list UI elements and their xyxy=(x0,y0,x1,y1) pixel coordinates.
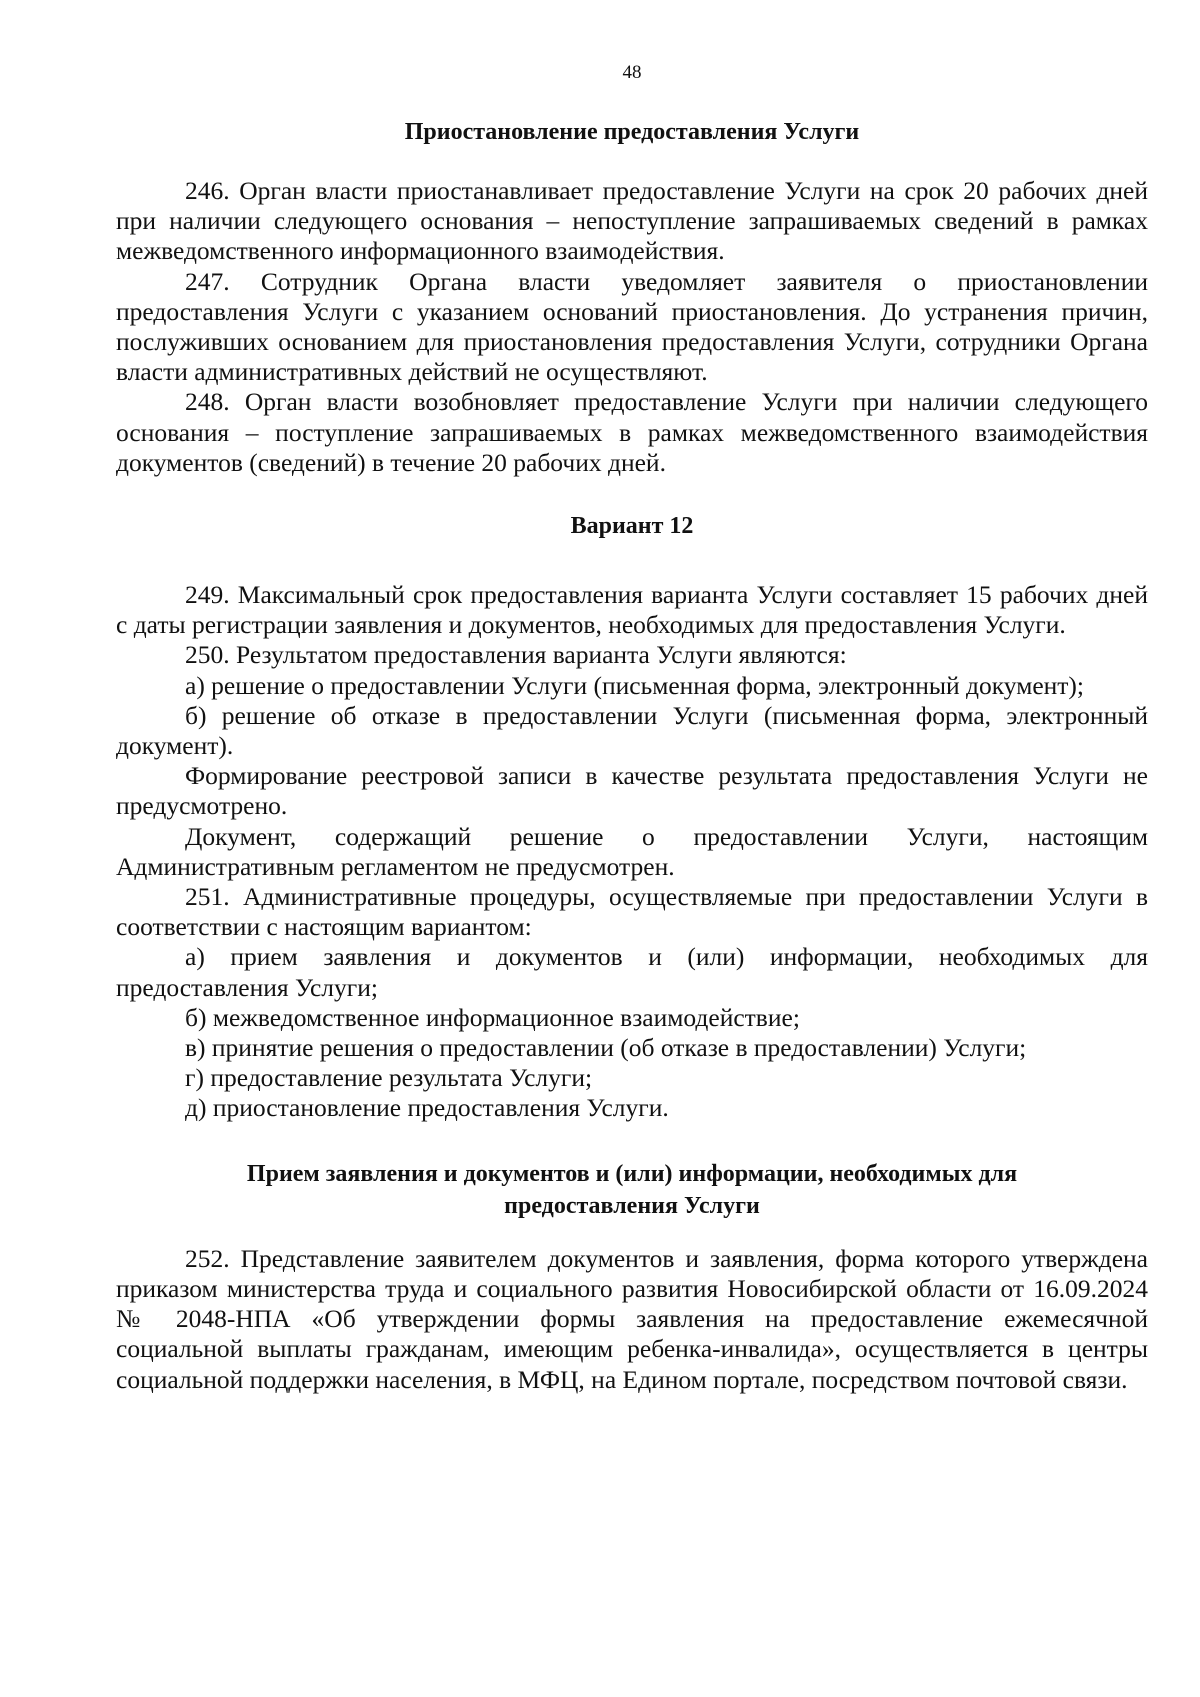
paragraph-247: 247. Сотрудник Органа власти уведомляет заявителя о приостановлении предоставления Услуги с указанием оснований приостановления. До устранения причин, послуживших основанием для приостановления предоставления Услуги, сотрудники Органа власти административных действий не осуществляют. xyxy=(116,266,1148,387)
list-item-251-a: а) прием заявления и документов и (или) информации, необходимых для предоставления Услуги; xyxy=(116,942,1148,1002)
paragraph-248: 248. Орган власти возобновляет предоставление Услуги при наличии следующего основания – поступление запрашиваемых в рамках межведомственного взаимодействия документов (сведений) в течение 20 рабочих дней. xyxy=(116,387,1148,477)
paragraph-registry-record: Формирование реестровой записи в качестве результата предоставления Услуги не предусмотрено. xyxy=(116,761,1148,821)
list-item-251-b: б) межведомственное информационное взаимодействие; xyxy=(185,1002,800,1032)
section-heading-line-2: предоставления Услуги xyxy=(504,1192,760,1219)
list-item-250-b: б) решение об отказе в предоставлении Услуги (письменная форма, электронный документ). xyxy=(116,700,1148,761)
paragraph-252: 252. Представление заявителем документов и заявления, форма которого утверждена приказом министерства труда и социального развития Новосибирской области от 16.09.2024 № 2048-НПА «Об утверждении формы заявления на предоставление ежемесячной социальной выплаты гражданам, имеющим ребенка-инвалида», осуществляется в центры социальной поддержки населения, в МФЦ, на Едином портале, посредством почтовой связи. xyxy=(116,1243,1148,1394)
paragraph-250: 250. Результатом предоставления варианта Услуги являются: xyxy=(185,640,847,670)
section-heading-application-intake xyxy=(116,1158,1148,1222)
section-heading-variant-12: Вариант 12 xyxy=(570,513,694,540)
paragraph-251: 251. Административные процедуры, осуществляемые при предоставлении Услуги в соответствии с настоящим вариантом: xyxy=(116,882,1148,942)
list-item-251-d: г) предоставление результата Услуги; xyxy=(185,1063,593,1093)
section-heading-line-1: Прием заявления и документов и (или) информации, необходимых для xyxy=(246,1160,1018,1187)
section-heading-suspension: Приостановление предоставления Услуги xyxy=(404,119,860,145)
paragraph-246: 246. Орган власти приостанавливает предоставление Услуги на срок 20 рабочих дней при наличии следующего основания – непоступление запрашиваемых сведений в рамках межведомственного информационного взаимодействия. xyxy=(116,176,1148,266)
paragraph-249: 249. Максимальный срок предоставления варианта Услуги составляет 15 рабочих дней с даты регистрации заявления и документов, необходимых для предоставления Услуги. xyxy=(116,580,1148,640)
list-item-251-e: д) приостановление предоставления Услуги. xyxy=(185,1093,669,1123)
page-number: 48 xyxy=(622,62,642,83)
list-item-251-c: в) принятие решения о предоставлении (об отказе в предоставлении) Услуги; xyxy=(185,1033,1027,1063)
paragraph-decision-document: Документ, содержащий решение о предоставлении Услуги, настоящим Административным регламентом не предусмотрен. xyxy=(116,821,1148,881)
document-page xyxy=(116,60,1148,1395)
list-item-250-a: а) решение о предоставлении Услуги (письменная форма, электронный документ); xyxy=(185,670,1085,700)
